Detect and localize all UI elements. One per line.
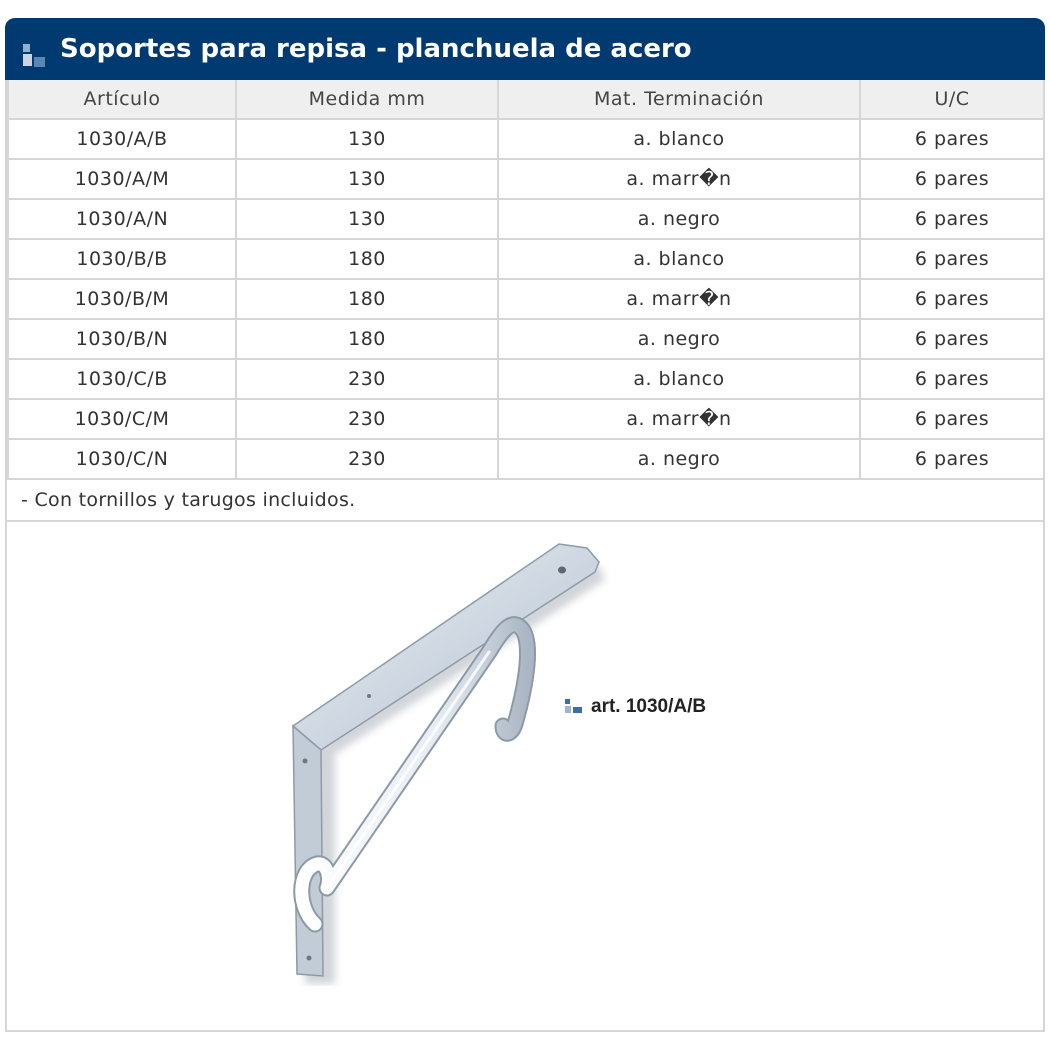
product-caption [565,696,706,718]
cell-articulo: 1030/A/B [8,119,236,159]
shelf-bracket-image [257,536,617,986]
cell-terminacion: a. blanco [498,119,860,159]
caption-text: art. 1030/A/B [591,696,707,717]
cell-medida: 230 [236,439,498,479]
table-row [8,119,1044,159]
spec-table [7,80,1045,480]
column-header-terminacion: Mat. Terminación [498,80,860,119]
cell-terminacion: a. negro [498,319,860,359]
note-text: - Con tornillos y tarugos incluidos. [7,480,1043,522]
product-panel [5,18,1045,1054]
product-image-area [7,522,1043,1030]
table-header-row [8,80,1044,119]
column-header-articulo: Artículo [8,80,236,119]
column-header-uc: U/C [860,80,1044,119]
cell-terminacion: a. marr�n [498,159,860,199]
table-row [8,319,1044,359]
squares-icon [565,699,585,715]
page-title: Soportes para repisa - planchuela de acero [60,34,692,64]
squares-icon [23,44,47,68]
cell-uc: 6 pares [860,399,1044,439]
table-row [8,159,1044,199]
table-row [8,439,1044,479]
cell-medida: 180 [236,239,498,279]
cell-uc: 6 pares [860,319,1044,359]
cell-terminacion: a. marr�n [498,279,860,319]
cell-medida: 180 [236,279,498,319]
table-row [8,239,1044,279]
cell-uc: 6 pares [860,279,1044,319]
cell-uc: 6 pares [860,359,1044,399]
cell-medida: 230 [236,399,498,439]
cell-uc: 6 pares [860,119,1044,159]
spec-table-container [5,80,1045,1032]
cell-articulo: 1030/B/M [8,279,236,319]
cell-uc: 6 pares [860,439,1044,479]
cell-articulo: 1030/C/M [8,399,236,439]
cell-medida: 130 [236,159,498,199]
cell-uc: 6 pares [860,159,1044,199]
table-row [8,359,1044,399]
cell-articulo: 1030/A/N [8,199,236,239]
table-row [8,279,1044,319]
cell-terminacion: a. negro [498,439,860,479]
cell-medida: 130 [236,199,498,239]
cell-uc: 6 pares [860,199,1044,239]
cell-articulo: 1030/B/N [8,319,236,359]
cell-terminacion: a. marr�n [498,399,860,439]
cell-articulo: 1030/A/M [8,159,236,199]
cell-medida: 130 [236,119,498,159]
cell-terminacion: a. blanco [498,239,860,279]
table-row [8,199,1044,239]
panel-header [5,18,1045,80]
cell-articulo: 1030/C/B [8,359,236,399]
cell-terminacion: a. blanco [498,359,860,399]
cell-articulo: 1030/B/B [8,239,236,279]
column-header-medida: Medida mm [236,80,498,119]
cell-medida: 180 [236,319,498,359]
cell-terminacion: a. negro [498,199,860,239]
cell-medida: 230 [236,359,498,399]
cell-uc: 6 pares [860,239,1044,279]
cell-articulo: 1030/C/N [8,439,236,479]
table-row [8,399,1044,439]
